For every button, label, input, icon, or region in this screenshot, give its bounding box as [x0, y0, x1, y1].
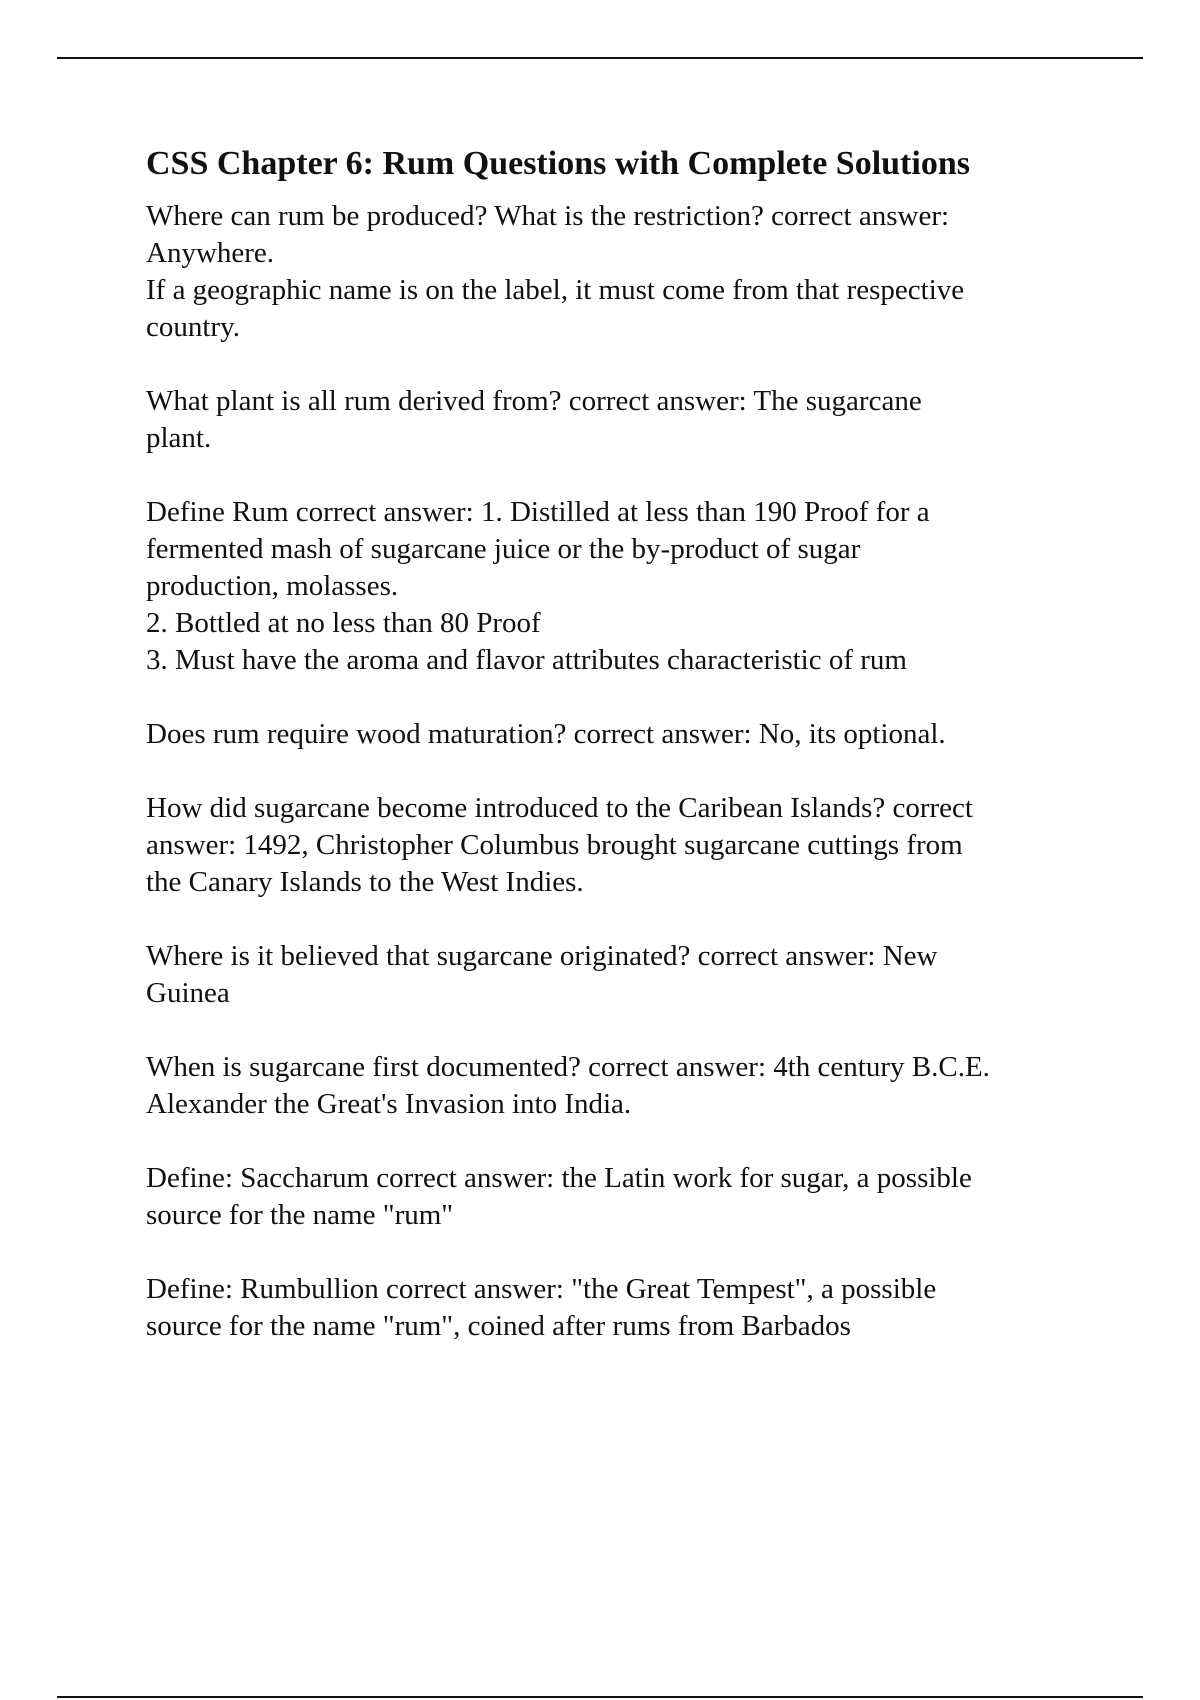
qa-text-line: the Canary Islands to the West Indies. [146, 866, 584, 898]
qa-list [146, 198, 1106, 1345]
qa-text-line: Alexander the Great's Invasion into India. [146, 1088, 632, 1120]
qa-text-line: 3. Must have the aroma and flavor attributes characteristic of rum [146, 644, 907, 676]
qa-item-define-rum [146, 494, 1106, 679]
qa-text-line: Where can rum be produced? What is the restriction? correct answer: [146, 200, 950, 232]
qa-text-line: Define: Saccharum correct answer: the Latin work for sugar, a possible [146, 1162, 972, 1194]
qa-text-line: source for the name "rum" [146, 1199, 454, 1231]
qa-text-line: When is sugarcane first documented? correct answer: 4th century B.C.E. [146, 1051, 990, 1083]
qa-text-line: Does rum require wood maturation? correct answer: No, its optional. [146, 718, 946, 750]
qa-text-line: source for the name "rum", coined after rums from Barbados [146, 1310, 851, 1342]
qa-item-define-saccharum [146, 1160, 1106, 1234]
bottom-divider [57, 1696, 1143, 1698]
qa-text-line: Where is it believed that sugarcane originated? correct answer: New [146, 940, 938, 972]
qa-text-line: Guinea [146, 977, 230, 1009]
qa-text-line: What plant is all rum derived from? correct answer: The sugarcane [146, 385, 922, 417]
qa-item-rum-production [146, 198, 1106, 346]
qa-text-line: production, molasses. [146, 570, 399, 602]
qa-item-plant-source [146, 383, 1106, 457]
qa-text-line: answer: 1492, Christopher Columbus brought sugarcane cuttings from [146, 829, 963, 861]
qa-text-line: country. [146, 311, 240, 343]
qa-item-caribbean-introduction [146, 790, 1106, 901]
qa-item-sugarcane-origin [146, 938, 1106, 1012]
qa-text-line: 2. Bottled at no less than 80 Proof [146, 607, 541, 639]
qa-text-line: fermented mash of sugarcane juice or the by-product of sugar [146, 533, 861, 565]
top-divider [57, 57, 1143, 59]
qa-item-wood-maturation [146, 716, 1106, 753]
qa-item-first-documented [146, 1049, 1106, 1123]
qa-text-line: Define: Rumbullion correct answer: "the Great Tempest", a possible [146, 1273, 937, 1305]
qa-text-line: How did sugarcane become introduced to the Caribean Islands? correct [146, 792, 973, 824]
qa-item-define-rumbullion [146, 1271, 1106, 1345]
qa-text-line: plant. [146, 422, 212, 454]
document-body [146, 140, 1106, 1382]
qa-text-line: Anywhere. [146, 237, 275, 269]
qa-text-line: Define Rum correct answer: 1. Distilled at less than 190 Proof for a [146, 496, 930, 528]
qa-text-line: If a geographic name is on the label, it must come from that respective [146, 274, 965, 306]
document-title: CSS Chapter 6: Rum Questions with Complete Solutions [146, 145, 970, 182]
